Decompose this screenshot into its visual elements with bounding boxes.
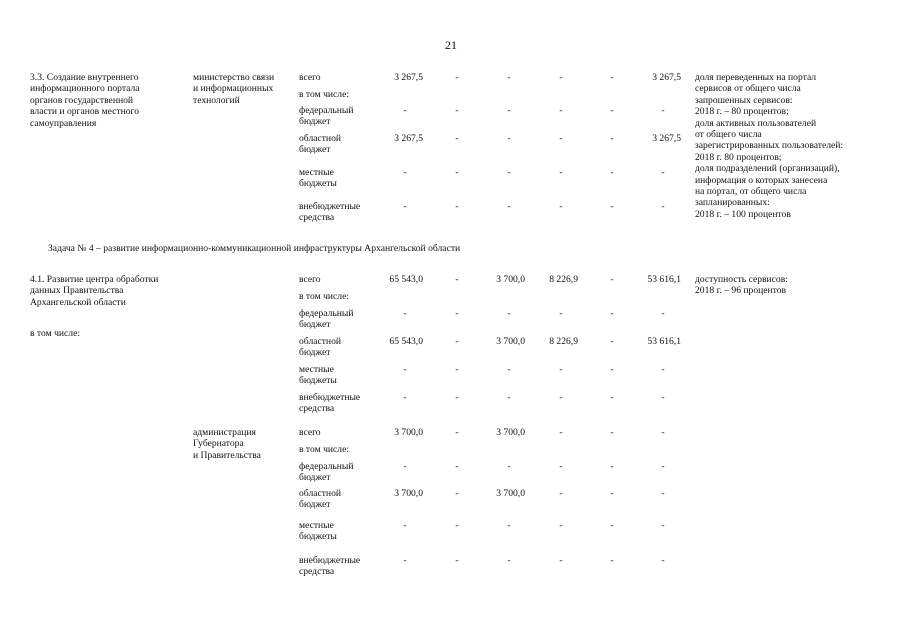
- section-3-3-executor: и информационных: [193, 83, 274, 95]
- budget-row-label: средства: [299, 403, 335, 415]
- section-4-1-name: 4.1. Развитие центра обработки: [30, 274, 159, 285]
- budget-cell: -: [610, 167, 614, 178]
- budget-row-label: в том числе:: [299, 444, 350, 455]
- budget-cell: -: [559, 392, 563, 403]
- budget-row-label: бюджет: [299, 472, 331, 484]
- budget-cell: -: [661, 105, 665, 116]
- section-4-1-admin-executor: и Правительства: [193, 449, 261, 461]
- budget-cell: -: [559, 461, 563, 472]
- budget-cell: -: [610, 555, 614, 566]
- budget-cell: 3 700,0: [496, 427, 525, 438]
- budget-cell: -: [403, 364, 407, 375]
- section-3-3-indicators: 2018 г. – 80 процентов;: [695, 106, 789, 118]
- budget-cell: -: [403, 105, 407, 116]
- budget-row-label: федеральный: [299, 308, 354, 319]
- budget-cell: -: [610, 461, 614, 472]
- section-3-3-indicators: информация о которых занесена: [695, 174, 828, 186]
- budget-cell: -: [661, 488, 665, 499]
- budget-cell: 3 267,5: [394, 72, 423, 83]
- budget-row-label: внебюджетные: [299, 201, 361, 212]
- section-3-3-indicators: запланированных:: [695, 197, 770, 209]
- budget-cell: -: [610, 72, 614, 83]
- budget-cell: -: [455, 427, 459, 438]
- budget-row-label: внебюджетные: [299, 392, 361, 403]
- budget-cell: -: [507, 364, 511, 375]
- budget-row-label: областной: [299, 336, 342, 347]
- budget-row-label: всего: [299, 274, 321, 285]
- budget-row-label: бюджеты: [299, 178, 337, 190]
- section-3-3-indicators: сервисов от общего числа: [695, 83, 801, 95]
- section-4-1-admin-executor: администрация: [193, 427, 256, 438]
- budget-cell: -: [661, 364, 665, 375]
- budget-cell: -: [455, 488, 459, 499]
- budget-cell: -: [610, 392, 614, 403]
- budget-cell: -: [559, 308, 563, 319]
- budget-row-label: в том числе:: [299, 291, 350, 302]
- budget-cell: 65 543,0: [389, 274, 423, 285]
- section-3-3-name: власти и органов местного: [30, 106, 140, 118]
- section-4-1-name: данных Правительства: [30, 285, 124, 297]
- budget-cell: -: [661, 308, 665, 319]
- budget-cell: 8 226,9: [549, 336, 578, 347]
- budget-cell: -: [507, 201, 511, 212]
- budget-cell: -: [455, 520, 459, 531]
- budget-cell: -: [559, 201, 563, 212]
- budget-cell: -: [610, 274, 614, 285]
- budget-cell: -: [507, 72, 511, 83]
- section-4-1-admin-executor: Губернатора: [193, 438, 244, 450]
- section-3-3-executor: министерство связи: [193, 72, 275, 83]
- budget-row-label: бюджет: [299, 499, 331, 511]
- budget-row-label: бюджет: [299, 144, 331, 156]
- section-3-3-indicators: зарегистрированных пользователей:: [695, 140, 844, 152]
- budget-cell: 3 700,0: [496, 336, 525, 347]
- budget-cell: -: [610, 488, 614, 499]
- section-3-3-indicators: 2018 г. 80 процентов;: [695, 151, 782, 163]
- budget-row-label: областной: [299, 488, 342, 499]
- budget-cell: -: [559, 427, 563, 438]
- budget-cell: 3 267,5: [652, 133, 681, 144]
- budget-cell: -: [507, 105, 511, 116]
- budget-row-label: средства: [299, 212, 335, 224]
- budget-row-label: средства: [299, 566, 335, 578]
- budget-row-label: бюджет: [299, 347, 331, 359]
- budget-cell: 53 616,1: [647, 274, 681, 285]
- budget-row-label: федеральный: [299, 105, 354, 116]
- budget-cell: 3 700,0: [394, 488, 423, 499]
- budget-cell: -: [507, 392, 511, 403]
- budget-cell: -: [403, 167, 407, 178]
- budget-row-label: местные: [299, 167, 334, 178]
- section-3-3-indicators: на портал, от общего числа: [695, 186, 807, 197]
- budget-cell: -: [403, 461, 407, 472]
- budget-row-label: всего: [299, 72, 321, 83]
- budget-cell: -: [661, 427, 665, 438]
- section-4-1-indicators: доступность сервисов:: [695, 274, 788, 285]
- budget-cell: -: [455, 167, 459, 178]
- budget-row-label: федеральный: [299, 461, 354, 472]
- budget-cell: 53 616,1: [647, 336, 681, 347]
- budget-cell: -: [507, 461, 511, 472]
- budget-cell: 65 543,0: [389, 336, 423, 347]
- budget-cell: -: [507, 167, 511, 178]
- section-4-1-indicators: 2018 г. – 96 процентов: [695, 285, 787, 297]
- budget-cell: -: [610, 133, 614, 144]
- budget-cell: -: [455, 72, 459, 83]
- budget-cell: -: [559, 520, 563, 531]
- budget-cell: -: [610, 105, 614, 116]
- budget-cell: -: [610, 520, 614, 531]
- budget-cell: -: [661, 392, 665, 403]
- budget-cell: -: [559, 72, 563, 83]
- section-3-3-name: органов государственной: [30, 94, 134, 106]
- budget-cell: -: [661, 555, 665, 566]
- budget-cell: 3 700,0: [496, 488, 525, 499]
- budget-row-label: бюджеты: [299, 531, 337, 543]
- budget-row-label: местные: [299, 364, 334, 375]
- budget-cell: -: [455, 336, 459, 347]
- budget-row-label: областной: [299, 133, 342, 144]
- section-3-3-executor: технологий: [193, 94, 240, 106]
- budget-cell: -: [507, 520, 511, 531]
- budget-row-label: бюджет: [299, 116, 331, 128]
- budget-cell: -: [455, 308, 459, 319]
- budget-cell: -: [661, 201, 665, 212]
- section-3-3-indicators: доля активных пользователей: [695, 117, 817, 129]
- section-3-3-indicators: запрошенных сервисов:: [695, 94, 793, 106]
- section-3-3-indicators: доля переведенных на портал: [695, 72, 817, 83]
- budget-cell: -: [610, 336, 614, 347]
- budget-row-label: в том числе:: [299, 89, 350, 100]
- budget-cell: -: [559, 167, 563, 178]
- section-4-1-sub: в том числе:: [30, 328, 81, 339]
- budget-cell: -: [610, 308, 614, 319]
- budget-cell: -: [661, 520, 665, 531]
- page-number: 21: [445, 38, 457, 52]
- budget-cell: -: [610, 427, 614, 438]
- budget-cell: -: [455, 133, 459, 144]
- budget-cell: -: [403, 308, 407, 319]
- budget-cell: -: [507, 555, 511, 566]
- budget-cell: -: [455, 201, 459, 212]
- budget-cell: 8 226,9: [549, 274, 578, 285]
- budget-row-label: бюджеты: [299, 375, 337, 387]
- budget-cell: -: [455, 364, 459, 375]
- section-3-3-name: информационного портала: [30, 83, 140, 95]
- budget-cell: -: [403, 520, 407, 531]
- budget-cell: 3 700,0: [496, 274, 525, 285]
- budget-cell: 3 267,5: [652, 72, 681, 83]
- budget-cell: -: [403, 392, 407, 403]
- budget-cell: -: [507, 308, 511, 319]
- budget-cell: -: [559, 555, 563, 566]
- budget-cell: -: [610, 201, 614, 212]
- budget-row-label: местные: [299, 520, 334, 531]
- budget-cell: -: [455, 461, 459, 472]
- budget-row-label: внебюджетные: [299, 555, 361, 566]
- budget-cell: -: [661, 167, 665, 178]
- budget-cell: -: [610, 364, 614, 375]
- budget-cell: -: [455, 105, 459, 116]
- budget-cell: -: [455, 392, 459, 403]
- budget-cell: 3 700,0: [394, 427, 423, 438]
- section-3-3-indicators: 2018 г. – 100 процентов: [695, 208, 791, 220]
- section-3-3-indicators: доля подразделений (организаций),: [695, 163, 840, 175]
- budget-cell: -: [455, 555, 459, 566]
- budget-cell: -: [403, 201, 407, 212]
- budget-cell: -: [403, 555, 407, 566]
- budget-cell: -: [559, 133, 563, 144]
- section-3-3-name: самоуправления: [30, 117, 97, 129]
- budget-cell: -: [559, 105, 563, 116]
- section-3-3-name: 3.3. Создание внутреннего: [30, 72, 139, 83]
- budget-row-label: бюджет: [299, 319, 331, 331]
- budget-cell: 3 267,5: [394, 133, 423, 144]
- budget-cell: -: [507, 133, 511, 144]
- budget-row-label: всего: [299, 427, 321, 438]
- task-4-heading: Задача № 4 – развитие информационно-коммуникационной инфраструктуры Архангельской области: [48, 243, 461, 254]
- budget-cell: -: [661, 461, 665, 472]
- section-4-1-name: Архангельской области: [30, 296, 126, 308]
- budget-cell: -: [559, 364, 563, 375]
- budget-cell: -: [559, 488, 563, 499]
- section-3-3-indicators: от общего числа: [695, 129, 762, 140]
- budget-cell: -: [455, 274, 459, 285]
